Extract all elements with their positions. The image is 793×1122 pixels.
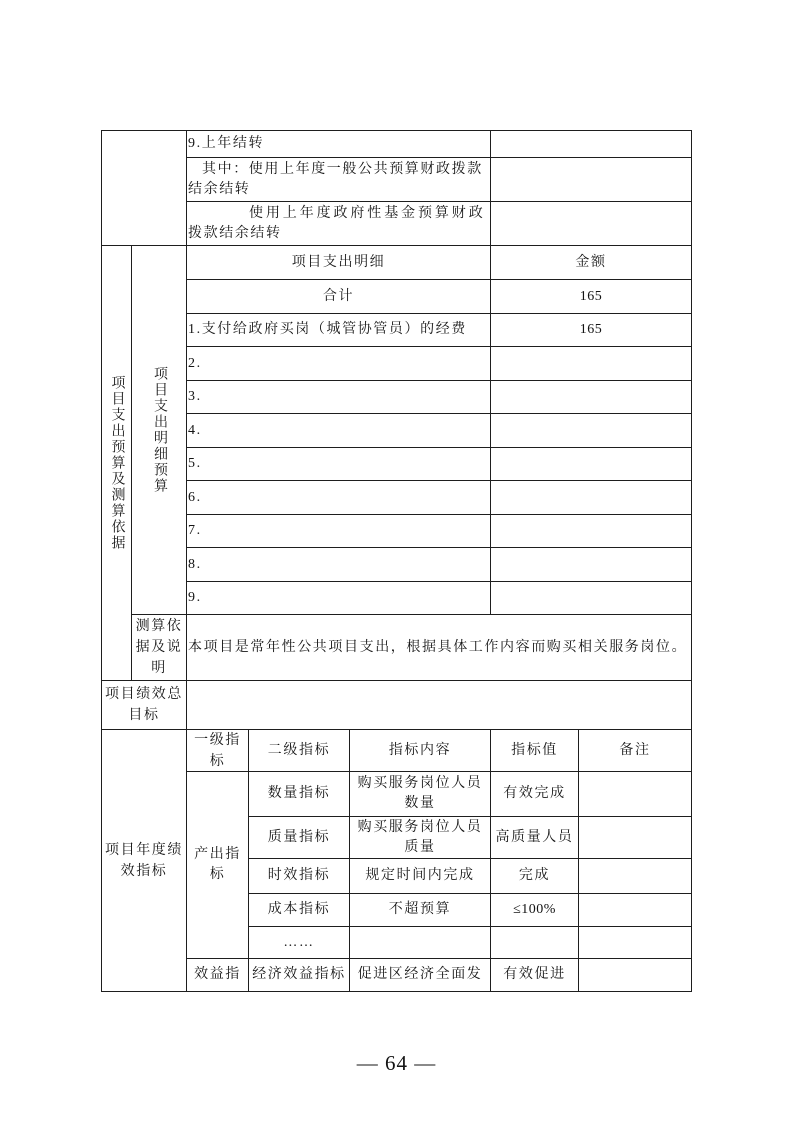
header-level1-line: 一级指 <box>194 732 241 748</box>
detail-item-label: 2. <box>188 355 202 371</box>
overall-goal-label-cell <box>101 680 187 730</box>
indicator-value-cell <box>490 893 579 927</box>
detail-item-label: 8. <box>188 556 202 572</box>
detail-item-amount-cell <box>490 447 692 481</box>
indicator-value: 高质量人员 <box>495 829 574 845</box>
detail-item-label: 3. <box>188 389 202 404</box>
indicator-value: 有效促进 <box>503 967 566 982</box>
indicator-content-cell <box>349 893 491 927</box>
detail-item-label-cell <box>186 547 491 582</box>
detail-item-amount-cell <box>490 547 692 582</box>
indicator-level2-cell <box>248 771 350 817</box>
indicator-content-line: 数量 <box>404 796 436 811</box>
carryover-fund-budget-amount-cell <box>490 201 692 246</box>
page-number: — 64 — <box>356 1051 437 1075</box>
header-value: 指标值 <box>511 742 558 758</box>
basis-text: 本项目是常年性公共项目支出，根据具体工作内容而购买相关服务岗位。 <box>188 639 688 655</box>
carryover-general-budget-amount-cell <box>490 157 692 202</box>
indicator-remark-cell <box>578 816 692 859</box>
indicator-value-cell <box>490 816 579 859</box>
carryover-general-budget-line: 结余结转 <box>188 181 251 197</box>
project-detail-label-cell <box>131 245 187 615</box>
header-level1-line: 标 <box>209 753 226 769</box>
indicator-level2-cell <box>248 893 350 927</box>
detail-item-label: 4. <box>188 422 202 438</box>
carryover-item-cell <box>186 130 491 158</box>
indicator-level2-cell <box>248 858 350 894</box>
indicator-remark-cell <box>578 893 692 927</box>
indicator-remark-cell <box>578 858 692 894</box>
indicator-level2: 质量指标 <box>267 829 331 845</box>
indicator-level2-cell <box>248 958 350 992</box>
annual-indicators-label-line: 效指标 <box>120 863 168 879</box>
annual-indicators-label-line: 项目年度绩 <box>105 842 183 858</box>
detail-item-label: 6. <box>188 489 202 505</box>
indicator-content-line: 购买服务岗位人员 <box>357 819 483 835</box>
basis-text-cell <box>186 614 692 681</box>
overall-goal-value-cell <box>186 680 692 730</box>
project-budget-section-cell <box>101 245 132 681</box>
detail-item-amount-cell <box>490 514 692 548</box>
carryover-general-budget-cell <box>186 157 491 202</box>
benefit-indicators-label: 效益指 <box>194 967 241 982</box>
indicator-content-cell <box>349 926 491 959</box>
indicator-level2-cell <box>248 816 350 859</box>
carryover-general-budget-line: 其中：使用上年度一般公共预算财政拨款 <box>202 161 483 177</box>
output-indicators-label-cell <box>186 771 249 959</box>
indicator-content-line: 购买服务岗位人员 <box>357 776 483 791</box>
header-level2-cell <box>248 729 350 772</box>
carryover-fund-budget-line: 使用上年度政府性基金预算财政 <box>249 205 486 221</box>
detail-item-label-cell <box>186 581 491 615</box>
detail-total-label: 合计 <box>322 288 355 304</box>
output-indicators-label-line: 标 <box>209 867 226 882</box>
indicator-level2: 成本指标 <box>267 902 331 917</box>
indicator-level2: 时效指标 <box>267 868 331 883</box>
indicator-value-cell <box>490 926 579 959</box>
carryover-item-label: 9.上年结转 <box>188 136 265 151</box>
detail-item-amount-cell <box>490 313 692 347</box>
detail-item-label-cell <box>186 480 491 515</box>
overall-goal-label-line: 目标 <box>128 708 160 723</box>
indicator-value: 完成 <box>518 868 551 883</box>
detail-header-item: 项目支出明细 <box>291 254 386 270</box>
indicator-content: 促进区经济全面发 <box>357 967 483 982</box>
header-level1-cell <box>186 729 249 772</box>
indicator-level2-ellipsis: …… <box>283 934 315 950</box>
detail-item-amount-cell <box>490 380 692 414</box>
annual-indicators-label-cell <box>101 729 187 992</box>
detail-header-amount: 金额 <box>575 254 607 270</box>
detail-header-item-cell <box>186 245 491 280</box>
detail-item-amount: 165 <box>579 322 603 337</box>
basis-label-line: 据及说 <box>135 640 183 655</box>
indicator-remark-cell <box>578 771 692 817</box>
detail-total-label-cell <box>186 279 491 314</box>
indicator-value-cell <box>490 958 579 992</box>
detail-total-amount-cell <box>490 279 692 314</box>
detail-item-label-cell <box>186 514 491 548</box>
indicator-remark-cell <box>578 926 692 959</box>
detail-item-label: 7. <box>188 523 202 538</box>
header-remark: 备注 <box>619 742 651 758</box>
detail-total-amount: 165 <box>579 288 603 304</box>
basis-label-line: 明 <box>151 661 167 676</box>
indicator-remark-cell <box>578 958 692 992</box>
header-content-cell <box>349 729 491 772</box>
header-level2: 二级指标 <box>267 742 331 758</box>
detail-item-label: 5. <box>188 456 202 471</box>
benefit-indicators-label-cell <box>186 958 249 992</box>
detail-item-amount-cell <box>490 581 692 615</box>
indicator-level2-cell <box>248 926 350 959</box>
header-content: 指标内容 <box>388 742 452 758</box>
carryover-fund-budget-line: 拨款结余结转 <box>188 225 282 241</box>
project-detail-label: 项目支出明细预算 <box>152 366 167 494</box>
carryover-item-amount-cell <box>490 130 692 158</box>
carryover-fund-budget-cell <box>186 201 491 246</box>
indicator-content: 不超预算 <box>388 902 452 917</box>
indicator-content-cell <box>349 771 491 817</box>
indicator-value-cell <box>490 771 579 817</box>
detail-item-label: 1.支付给政府买岗（城管协管员）的经费 <box>188 322 467 337</box>
basis-label-cell <box>131 614 187 681</box>
detail-item-label: 9. <box>188 590 202 605</box>
detail-item-label-cell <box>186 413 491 448</box>
carryover-label-cell <box>101 130 187 246</box>
basis-label-line: 测算依 <box>135 619 183 634</box>
detail-header-amount-cell <box>490 245 692 280</box>
overall-goal-label-line: 项目绩效总 <box>105 687 183 702</box>
detail-item-label-cell <box>186 447 491 481</box>
output-indicators-label-line: 产出指 <box>194 847 241 862</box>
indicator-content-cell <box>349 858 491 894</box>
detail-item-label-cell <box>186 380 491 414</box>
detail-item-amount-cell <box>490 480 692 515</box>
indicator-value: 有效完成 <box>503 786 566 801</box>
indicator-level2: 数量指标 <box>267 786 331 801</box>
indicator-content: 规定时间内完成 <box>365 868 475 883</box>
indicator-content-line: 质量 <box>404 839 436 855</box>
indicator-content-cell <box>349 816 491 859</box>
indicator-value-cell <box>490 858 579 894</box>
indicator-content-cell <box>349 958 491 992</box>
detail-item-amount-cell <box>490 346 692 381</box>
header-value-cell <box>490 729 579 772</box>
project-budget-section-label: 项目支出预算及测算依据 <box>109 375 125 551</box>
detail-item-amount-cell <box>490 413 692 448</box>
indicator-value: ≤100% <box>513 902 556 917</box>
detail-item-label-cell <box>186 346 491 381</box>
indicator-level2: 经济效益指标 <box>252 967 346 982</box>
detail-item-label-cell <box>186 313 491 347</box>
header-remark-cell <box>578 729 692 772</box>
